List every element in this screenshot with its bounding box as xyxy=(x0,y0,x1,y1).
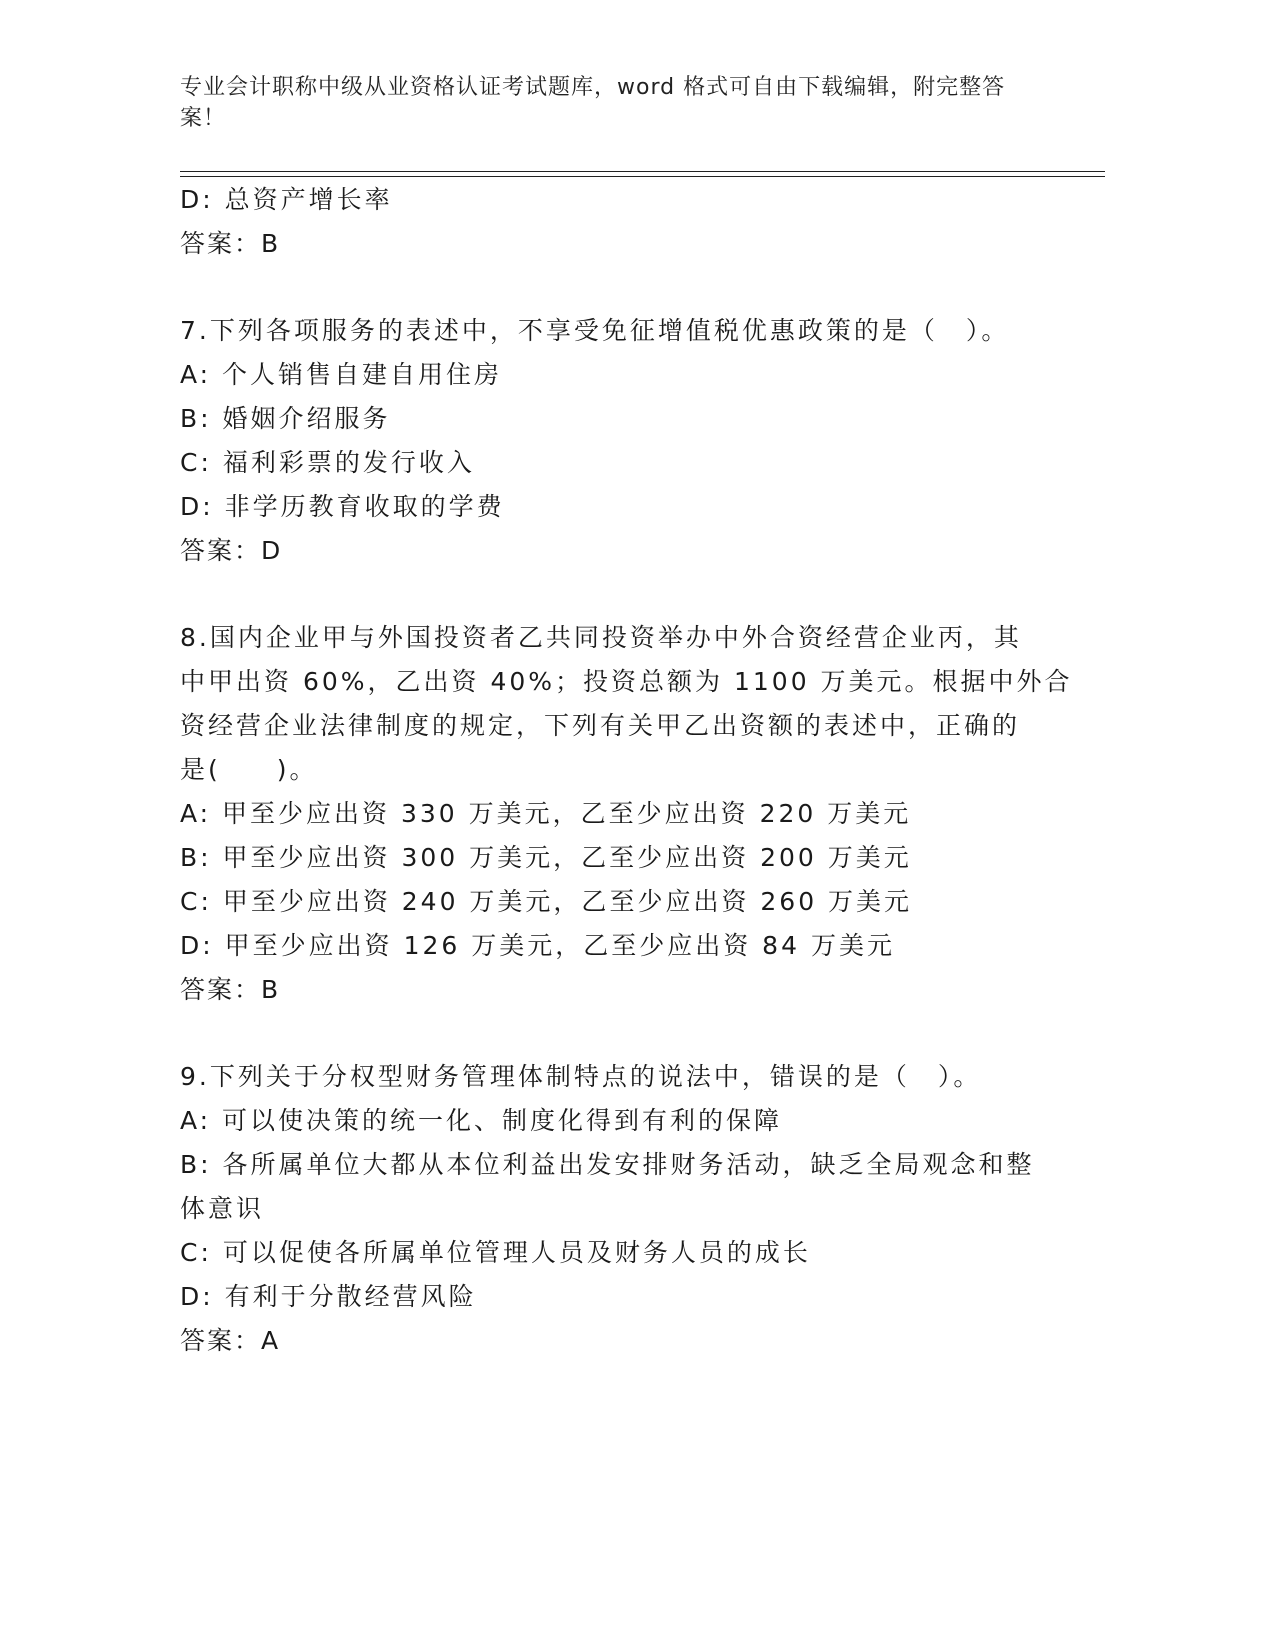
q8-stem-line-3: 资经营企业法律制度的规定，下列有关甲乙出资额的表述中，正确的 xyxy=(180,711,1021,740)
q8-option-b: B: 甲至少应出资 300 万美元，乙至少应出资 200 万美元 xyxy=(180,843,912,872)
q9-stem: 9.下列关于分权型财务管理体制特点的说法中，错误的是（ ）。 xyxy=(180,1062,982,1091)
question-content xyxy=(180,178,1073,1363)
q9-option-c: C: 可以促使各所属单位管理人员及财务人员的成长 xyxy=(180,1238,811,1267)
q8-answer: 答案：B xyxy=(180,975,281,1004)
q8-option-d: D: 甲至少应出资 126 万美元，乙至少应出资 84 万美元 xyxy=(180,931,895,960)
spacer xyxy=(180,266,1040,309)
q9-option-a: A: 可以使决策的统一化、制度化得到有利的保障 xyxy=(180,1106,783,1135)
header-rule-bottom xyxy=(180,176,1105,177)
spacer xyxy=(180,573,1040,616)
header-note: 专业会计职称中级从业资格认证考试题库，word 格式可自由下载编辑，附完整答案！ xyxy=(180,75,1006,131)
q8-stem-line-4: 是( )。 xyxy=(180,755,318,784)
q7-option-c: C: 福利彩票的发行收入 xyxy=(180,448,475,477)
q9-option-d: D: 有利于分散经营风险 xyxy=(180,1282,477,1311)
prev-answer: 答案：B xyxy=(180,229,281,258)
q7-answer: 答案：D xyxy=(180,536,283,565)
q8-stem-line-2: 中甲出资 60%，乙出资 40%；投资总额为 1100 万美元。根据中外合 xyxy=(180,667,1073,696)
q9-option-b-line-2: 体意识 xyxy=(180,1194,265,1223)
q7-option-b: B: 婚姻介绍服务 xyxy=(180,404,391,433)
q9-answer: 答案：A xyxy=(180,1326,281,1355)
header-rule-top xyxy=(180,171,1105,172)
prev-option-d: D: 总资产增长率 xyxy=(180,185,393,214)
q8-stem-line-1: 8.国内企业甲与外国投资者乙共同投资举办中外合资经营企业丙，其 xyxy=(180,623,1022,652)
q8-option-a: A: 甲至少应出资 330 万美元，乙至少应出资 220 万美元 xyxy=(180,799,912,828)
q7-option-a: A: 个人销售自建自用住房 xyxy=(180,360,503,389)
q7-option-d: D: 非学历教育收取的学费 xyxy=(180,492,505,521)
spacer xyxy=(180,1012,1040,1055)
q7-stem: 7.下列各项服务的表述中，不享受免征增值税优惠政策的是（ ）。 xyxy=(180,316,1010,345)
q8-option-c: C: 甲至少应出资 240 万美元，乙至少应出资 260 万美元 xyxy=(180,887,913,916)
q9-option-b-line-1: B: 各所属单位大都从本位利益出发安排财务活动，缺乏全局观念和整 xyxy=(180,1150,1035,1179)
